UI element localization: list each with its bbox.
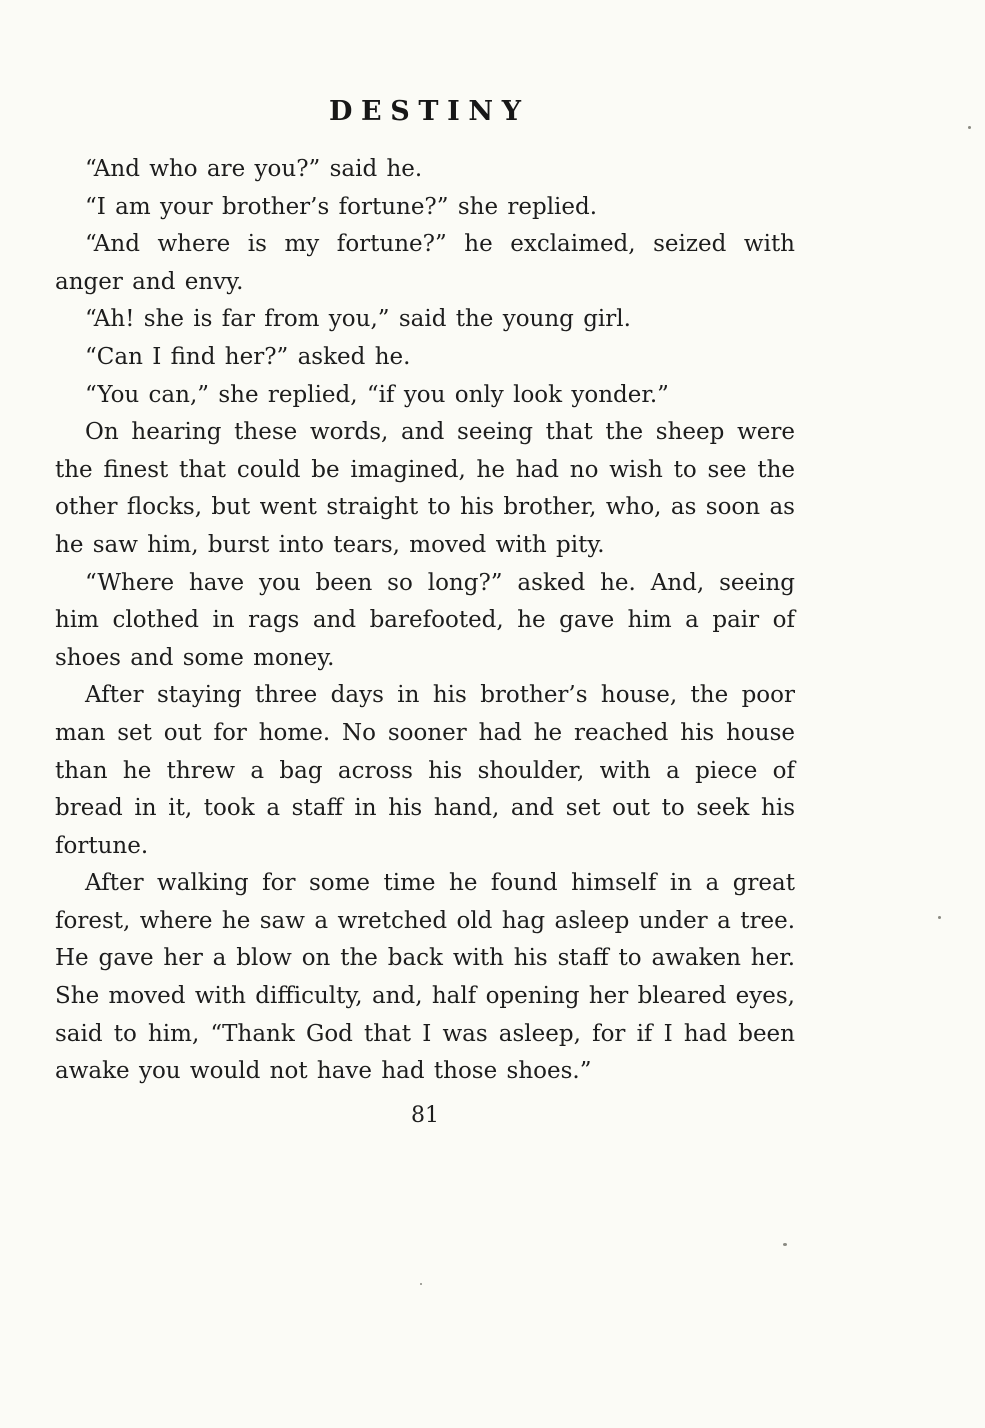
scan-speck	[968, 126, 971, 129]
body-text	[55, 151, 795, 1091]
paragraph: “You can,” she replied, “if you only look yonder.”	[85, 381, 669, 408]
page-number: 81	[411, 1102, 439, 1128]
scan-speck	[783, 1243, 787, 1246]
paragraph: “And where is my fortune?” he exclaimed, seized with anger and envy.	[55, 231, 795, 295]
scan-speck	[938, 916, 941, 919]
page-title: DESTINY	[328, 96, 530, 127]
paragraph: After staying three days in his brother’s house, the poor man set out for home. No sooner had he reached his house than he threw a bag across his shoulder, with a piece of bread in it, took a staff in his hand, and set out to seek his fortune.	[55, 682, 795, 859]
paragraph: “Ah! she is far from you,” said the young girl.	[85, 306, 631, 333]
paragraph: On hearing these words, and seeing that the sheep were the finest that could be imagined, he had no wish to see the other flocks, but went straight to his brother, who, as soon as he saw him, burst into tears, moved with pity.	[55, 419, 795, 558]
paragraph: “Where have you been so long?” asked he. And, seeing him clothed in rags and barefooted, he gave him a pair of shoes and some money.	[55, 569, 795, 671]
paragraph: “I am your brother’s fortune?” she replied.	[85, 193, 598, 220]
paragraph: “Can I find her?” asked he.	[85, 343, 411, 370]
paragraph: After walking for some time he found himself in a great forest, where he saw a wretched old hag asleep under a tree. He gave her a blow on the back with his staff to awaken her. She moved with difficulty, and, half opening her bleared eyes, said to him, “Thank God that I was asleep, for if I had been awake you would not have had those shoes.”	[55, 870, 795, 1085]
text-block	[55, 96, 795, 1128]
scan-speck	[420, 1283, 422, 1285]
paragraph: “And who are you?” said he.	[85, 156, 423, 182]
